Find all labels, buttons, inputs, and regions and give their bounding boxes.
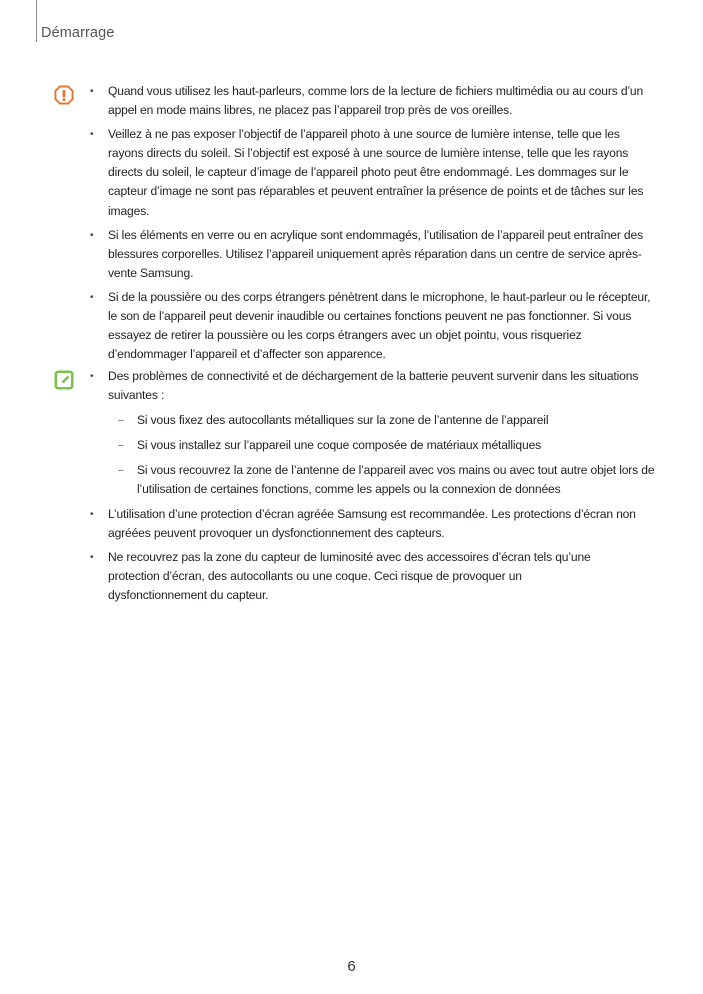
dash-icon: – [118,415,124,427]
note-list [90,367,655,605]
bullet-dot-icon: • [90,229,94,241]
dash-icon: – [118,440,124,452]
note-sub-item [108,461,655,499]
note-item-text: Des problèmes de connectivité et de déchargement de la batterie peuvent survenir dans les situations suivantes : [108,369,639,403]
bullet-dot-icon: • [90,371,94,382]
note-sub-item [108,436,655,455]
note-icon [53,369,75,391]
note-sub-item [108,411,655,430]
caution-item [90,125,655,220]
note-sub-item-text: Si vous installez sur l’appareil une coque composée de matériaux métalliques [137,438,542,453]
page-section-title: Démarrage [41,25,115,41]
caution-item-text: Si les éléments en verre ou en acrylique sont endommagés, l’utilisation de l’appareil peut entraîner des blessures corporelles. Utilisez l’appareil uniquement après réparation dans un centre de service après-vente Samsung. [108,227,643,280]
page-number: 6 [347,958,356,975]
note-sub-list [108,411,655,499]
bullet-dot-icon: • [90,508,94,520]
note-item [90,505,655,543]
caution-icon [53,84,75,106]
note-item-text: Ne recouvrez pas la zone du capteur de luminosité avec des accessoires d’écran tels qu’une protection d’écran, des autocollants ou une coque. Ceci risque de provoquer un dysfonctionnement du capteur. [108,549,591,602]
note-item-text: L’utilisation d’une protection d’écran agréée Samsung est recommandée. Les protections d’écran non agréées peuvent provoquer un dysfonctionnement des capteurs. [108,506,636,540]
caution-item-text: Veillez à ne pas exposer l’objectif de l’appareil photo à une source de lumière intense, telle que les rayons directs du soleil. Si l’objectif est exposé à une source de lumière intense, telle que les rayons directs du soleil, le capteur d’image de l’appareil photo peut être endommagé. Les dommages sur le capteur d’image ne sont pas réparables et peuvent entraîner la présence de points et de tâches sur les images. [108,127,644,218]
caution-item [90,82,655,120]
caution-item [90,288,655,364]
caution-list [90,82,655,364]
bullet-dot-icon: • [90,86,94,97]
bullet-dot-icon: • [90,129,94,141]
caution-item [90,226,655,283]
note-item [90,367,655,500]
bullet-dot-icon: • [90,291,94,303]
note-item [90,548,655,605]
note-sub-item-text: Si vous recouvrez la zone de l’antenne de l’appareil avec vos mains ou avec tout autre objet lors de l’utilisation de certaines fonctions, comme les appels ou la connexion de données [137,463,655,497]
note-sub-item-text: Si vous fixez des autocollants métalliques sur la zone de l’antenne de l’appareil [137,413,549,428]
caution-item-text: Si de la poussière ou des corps étrangers pénètrent dans le microphone, le haut-parleur ou le récepteur, le son de l’appareil peut devenir inaudible ou certaines fonctions peuvent ne pas fonctionner. Si vous essayez de retirer la poussière ou les corps étrangers avec un objet pointu, vous risqueriez d’endommager l’appareil et d’affecter son apparence. [108,289,651,362]
header-divider [36,0,37,42]
bullet-dot-icon: • [90,551,94,563]
caution-item-text: Quand vous utilisez les haut-parleurs, comme lors de la lecture de fichiers multimédia ou au cours d’un appel en mode mains libres, ne placez pas l’appareil trop près de vos oreilles. [108,84,644,118]
dash-icon: – [118,465,124,477]
